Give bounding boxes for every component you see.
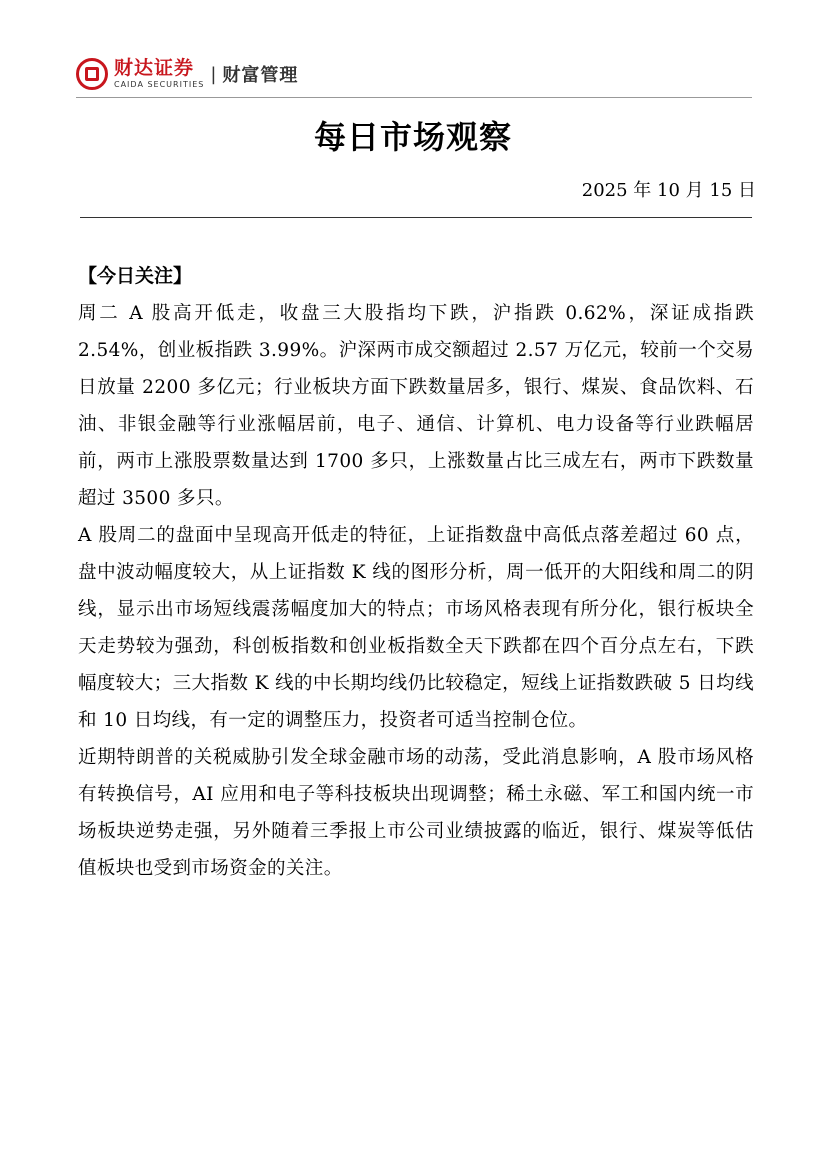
paragraph: 近期特朗普的关税威胁引发全球金融市场的动荡，受此消息影响，A 股市场风格有转换信号，AI 应用和电子等科技板块出现调整；稀土永磁、军工和国内统一市场板块逆势走强，另外随着三季报上市公司业绩披露的临近，银行、煤炭等低估值板块也受到市场资金的关注。 bbox=[78, 747, 754, 879]
brand bbox=[114, 59, 204, 89]
title-divider bbox=[80, 217, 752, 218]
report-date: 2025 年 10 月 15 日 bbox=[581, 180, 756, 201]
report-body bbox=[78, 258, 754, 887]
paragraph: 周二 A 股高开低走，收盘三大股指均下跌，沪指跌 0.62%，深证成指跌 2.54%，创业板指跌 3.99%。沪深两市成交额超过 2.57 万亿元，较前一个交易日放量 2200 多亿元；行业板块方面下跌数量居多，银行、煤炭、食品饮料、石油、非银金融等行业涨幅居前，电子、通信、计算机、电力设备等行业跌幅居前，两市上涨股票数量达到 1700 多只，上涨数量占比三成左右，两市下跌数量超过 3500 多只。 bbox=[78, 303, 754, 509]
section-title: 【今日关注】 bbox=[78, 265, 193, 287]
division-name: 财富管理 bbox=[222, 65, 299, 86]
paragraph: A 股周二的盘面中呈现高开低走的特征，上证指数盘中高低点落差超过 60 点，盘中波动幅度较大，从上证指数 K 线的图形分析，周一低开的大阳线和周二的阴线，显示出市场短线震荡幅度加大的特点；市场风格表现有所分化，银行板块全天走势较为强劲，科创板指数和创业板指数全天下跌都在四个百分点左右，下跌幅度较大；三大指数 K 线的中长期均线仍比较稳定，短线上证指数跌破 5 日均线和 10 日均线，有一定的调整压力，投资者可适当控制仓位。 bbox=[78, 525, 754, 731]
page-header bbox=[76, 58, 298, 90]
page-title: 每日市场观察 bbox=[313, 118, 512, 156]
header-separator: | bbox=[210, 63, 217, 85]
caida-logo-icon bbox=[76, 58, 108, 90]
brand-name-cn: 财达证券 bbox=[114, 57, 195, 79]
header-divider bbox=[76, 97, 752, 98]
brand-name-en: CAIDA SECURITIES bbox=[114, 80, 205, 89]
